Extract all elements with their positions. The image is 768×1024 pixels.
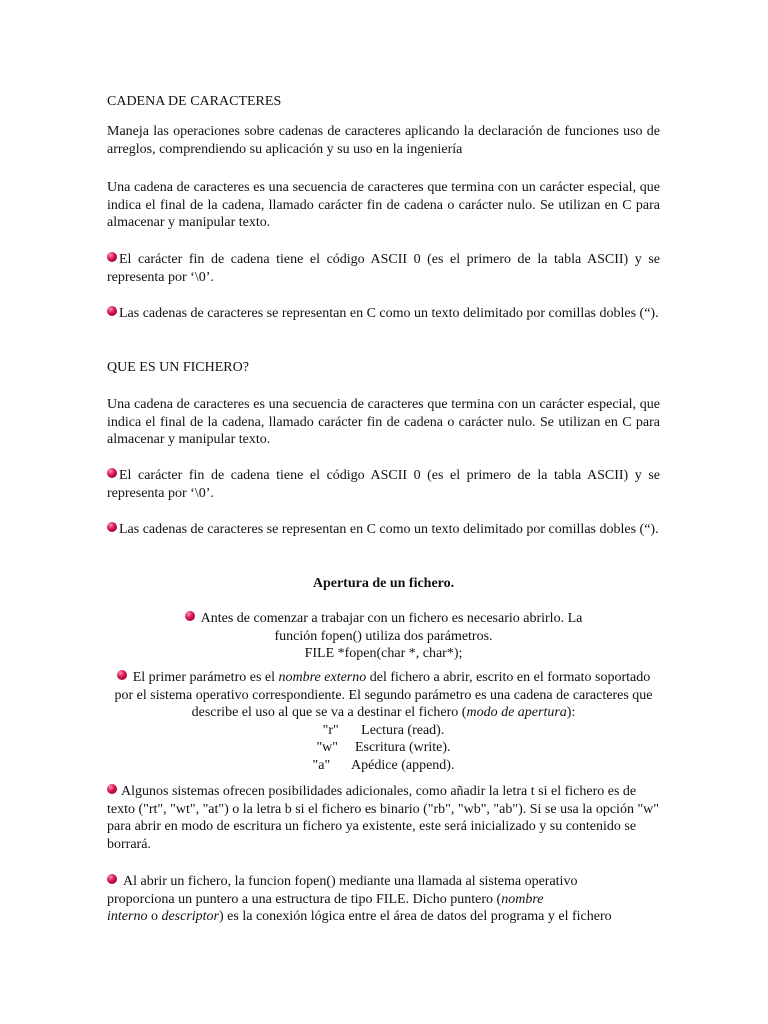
- bullet-null-char: El carácter fin de cadena tiene el código ASCII 0 (es el primero de la tabla ASCII) y se representa por ‘\0’.: [107, 252, 660, 285]
- bullet-icon: [107, 784, 117, 794]
- bullet-null-char-2: El carácter fin de cadena tiene el código ASCII 0 (es el primero de la tabla ASCII) y se representa por ‘\0’.: [107, 468, 660, 501]
- apertura-item-2: El primer parámetro es el nombre externo del fichero a abrir, escrito en el formato soportado por el sistema operativo correspondiente. El segundo parámetro es una cadena de caracteres que describe el uso al que se va a destinar el fichero (modo de apertura): "r" Lectura (read). "w" Escritura (write). "a" Apédice (append).: [107, 669, 660, 774]
- apertura-title: Apertura de un fichero.: [312, 576, 455, 591]
- apertura-item-4: Al abrir un fichero, la funcion fopen() mediante una llamada al sistema operativo proporciona un puntero a una estructura de tipo FILE. Dicho puntero (nombre interno o descriptor) es la conexión lógica entre el área de datos del programa y el fichero: [107, 874, 612, 924]
- bullet-icon: [185, 611, 195, 621]
- apertura-item-1: Antes de comenzar a trabajar con un fichero es necesario abrirlo. La función fopen() utiliza dos parámetros. FILE *fopen(char *, char*);: [107, 610, 660, 663]
- apertura-item-3: Algunos sistemas ofrecen posibilidades adicionales, como añadir la letra t si el fichero es de texto ("rt", "wt", "at") o la letra b si el fichero es binario ("rb", "wb", "ab"). Si se usa la opción "w" para abrir en modo de escritura un fichero ya existente, este será inicializado y su contenido se borrará.: [107, 784, 659, 852]
- mode-w: "w" Escritura (write).: [316, 740, 451, 755]
- bullet-icon: [107, 874, 117, 884]
- bullet-quotes: Las cadenas de caracteres se representan en C como un texto delimitado por comillas dobles (“).: [107, 305, 660, 323]
- bullet-icon: [107, 252, 117, 262]
- bullet-quotes-2: Las cadenas de caracteres se representan en C como un texto delimitado por comillas dobles (“).: [107, 521, 660, 539]
- mode-r: "r" Lectura (read).: [322, 722, 445, 738]
- bullet-icon: [117, 670, 127, 680]
- bullet-icon: [107, 522, 117, 532]
- fopen-signature: FILE *fopen(char *, char*);: [304, 646, 463, 661]
- section-heading-cadena: CADENA DE CARACTERES: [107, 94, 282, 109]
- intro-paragraph: Maneja las operaciones sobre cadenas de caracteres aplicando la declaración de funciones uso de arreglos, comprendiendo su aplicación y su uso en la ingeniería: [107, 124, 660, 157]
- section-heading-fichero: QUE ES UN FICHERO?: [107, 360, 249, 375]
- bullet-icon: [107, 306, 117, 316]
- mode-a: "a" Apédice (append).: [312, 757, 455, 773]
- content-column: [107, 93, 660, 993]
- bullet-icon: [107, 468, 117, 478]
- definition-paragraph-2: Una cadena de caracteres es una secuencia de caracteres que termina con un carácter especial, que indica el final de la cadena, llamado carácter fin de cadena o carácter nulo. Se utilizan en C para almacenar y manipular texto.: [107, 397, 660, 447]
- definition-paragraph: Una cadena de caracteres es una secuencia de caracteres que termina con un carácter especial, que indica el final de la cadena, llamado carácter fin de cadena o carácter nulo. Se utilizan en C para almacenar y manipular texto.: [107, 180, 660, 230]
